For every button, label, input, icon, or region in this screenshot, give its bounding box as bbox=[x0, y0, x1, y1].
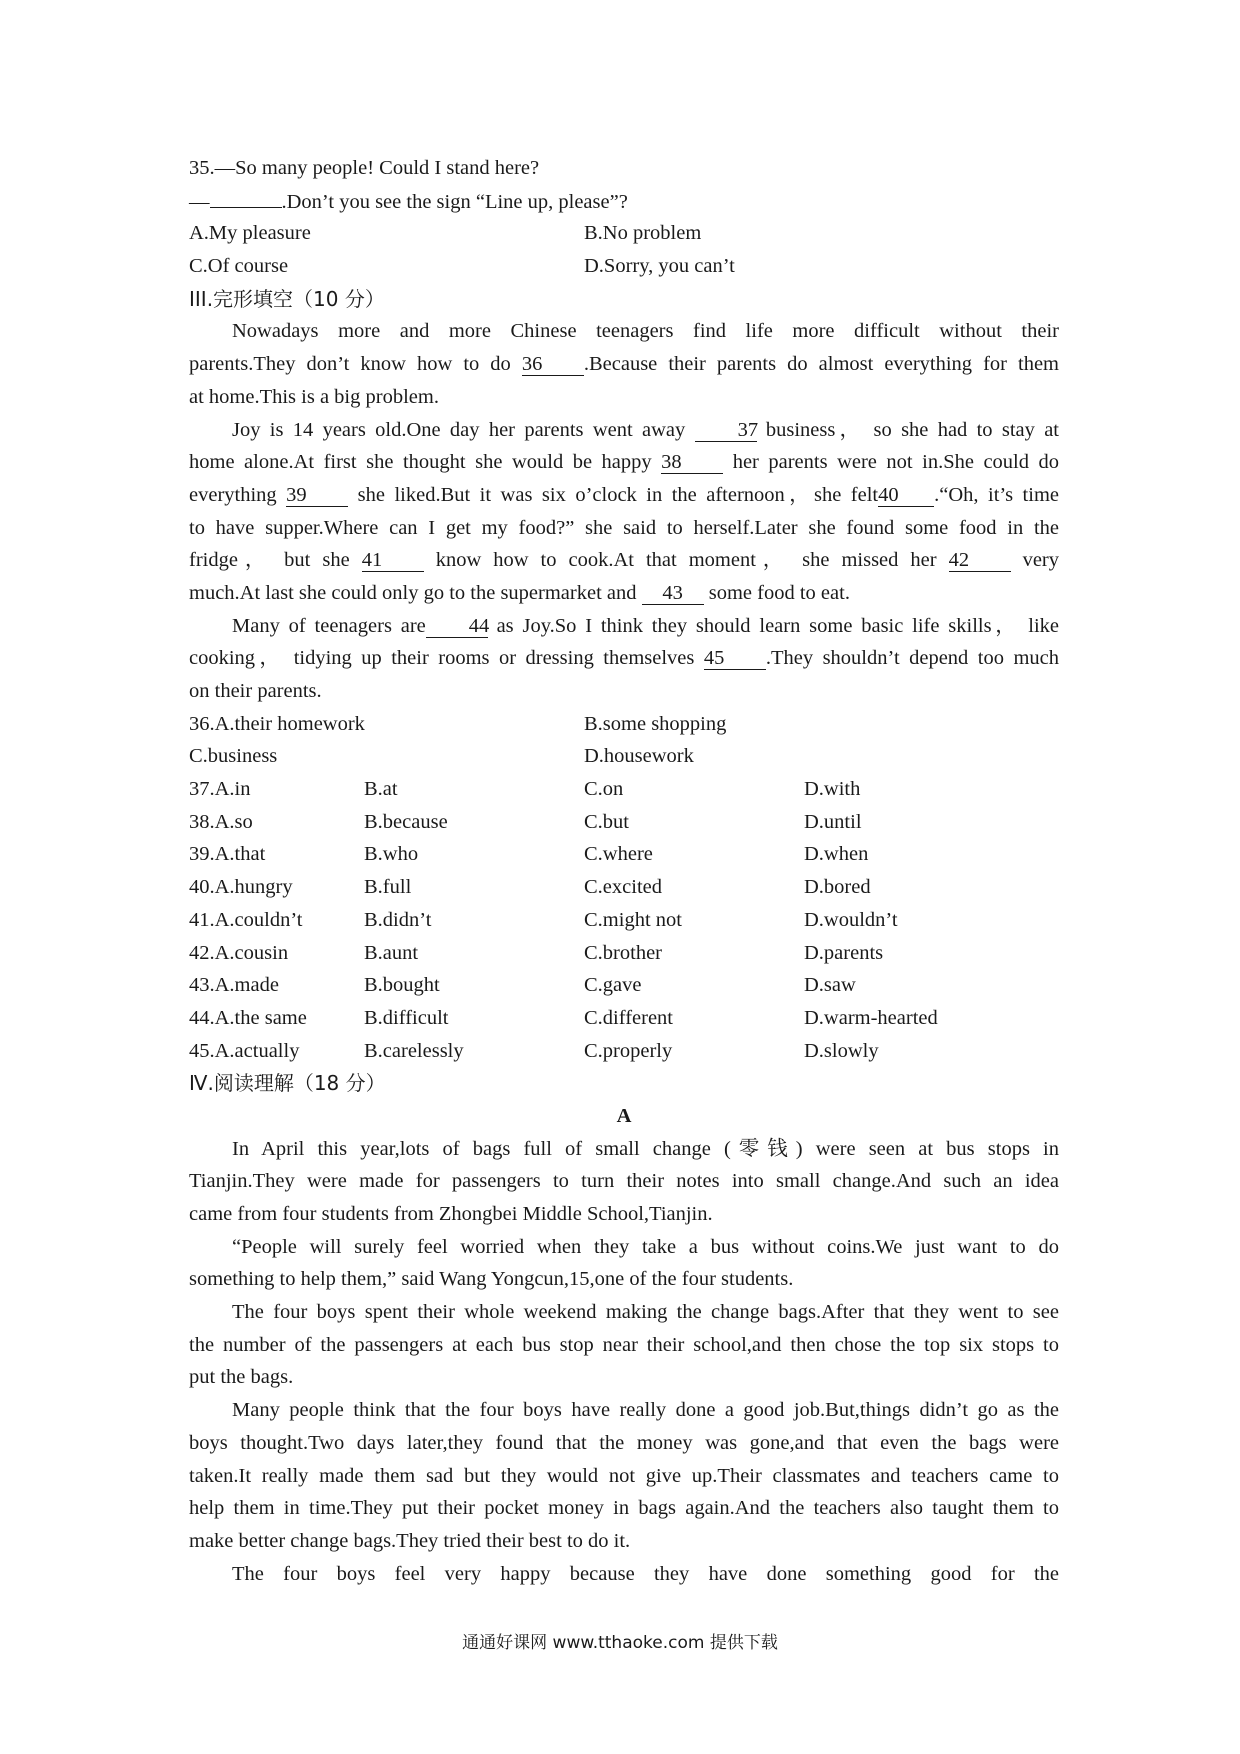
choice-option: B.who bbox=[364, 843, 419, 866]
choice-option: B.because bbox=[364, 810, 448, 833]
choice-option: D.when bbox=[804, 843, 869, 866]
text-span: Many of teenagers are bbox=[232, 614, 426, 637]
passage-line: boys thought.Two days later,they found that the money was gone,and that even the bags were bbox=[189, 1431, 1059, 1454]
choice-option: 37.A.in bbox=[189, 778, 251, 801]
text-span: Joy is 14 years old.One day her parents went away bbox=[232, 418, 686, 441]
passage-line: help them in time.They put their pocket money in bags again.And the teachers also taught them to bbox=[189, 1497, 1059, 1520]
passage-line: In April this year,lots of bags full of small change (零钱) were seen at bus stops in bbox=[232, 1137, 1059, 1160]
text-span: parents.They don’t know how to do bbox=[189, 353, 511, 376]
choice-option: D.saw bbox=[804, 974, 856, 997]
choice-option: C.gave bbox=[584, 974, 642, 997]
choice-option: 39.A.that bbox=[189, 843, 266, 866]
choice-option: 40.A.hungry bbox=[189, 876, 293, 899]
blank-40: 40 bbox=[878, 484, 934, 507]
passage-line: make better change bags.They tried their best to do it. bbox=[189, 1529, 631, 1552]
choice-row bbox=[189, 969, 1059, 1002]
choice-option: C.different bbox=[584, 1006, 673, 1029]
blank-44: 44 bbox=[426, 615, 488, 638]
q35-option-d: D.Sorry, you can’t bbox=[584, 255, 735, 278]
choice-option: C.but bbox=[584, 810, 629, 833]
choice-option: D.warm-hearted bbox=[804, 1006, 938, 1029]
choice-option: B.full bbox=[364, 876, 412, 899]
blank-45: 45 bbox=[704, 647, 766, 670]
choice-option: B.bought bbox=[364, 974, 440, 997]
text-span: know how to cook.At that moment， she missed her bbox=[435, 549, 937, 572]
q36-option-d: D.housework bbox=[584, 745, 694, 768]
blank-36: 36 bbox=[522, 353, 584, 376]
cloze-p3-line-3: on their parents. bbox=[189, 680, 322, 702]
choice-option: 38.A.so bbox=[189, 810, 253, 833]
blank-39: 39 bbox=[286, 484, 348, 507]
blank-38: 38 bbox=[661, 451, 723, 474]
cloze-p3-line-2 bbox=[189, 642, 1059, 675]
q35-dash: — bbox=[189, 190, 210, 213]
blank-42: 42 bbox=[949, 549, 1011, 572]
choice-option: B.difficult bbox=[364, 1006, 449, 1029]
q35-options-row-1 bbox=[189, 217, 1059, 250]
passage-line: The four boys spent their whole weekend making the change bags.After that they went to see bbox=[232, 1301, 1059, 1324]
choice-option: C.on bbox=[584, 778, 624, 801]
q35-stem: 35.—So many people! Could I stand here? bbox=[189, 157, 540, 179]
choice-option: D.bored bbox=[804, 876, 871, 899]
passage-line: put the bags. bbox=[189, 1366, 294, 1389]
text-span: she liked.But it was six o’clock in the afternoon，she felt bbox=[357, 483, 879, 506]
cloze-p2-line-1 bbox=[189, 414, 1059, 447]
blank-41: 41 bbox=[362, 549, 424, 572]
text-span: much.At last she could only go to the supermarket and bbox=[189, 581, 637, 604]
cloze-p2-line-4: to have supper.Where can I get my food?” she said to herself.Later she found some food in the bbox=[189, 516, 1059, 539]
cloze-p3-line-1 bbox=[189, 610, 1059, 643]
text-span: fridge， but she bbox=[189, 549, 350, 572]
cloze-p1-line-3: at home.This is a big problem. bbox=[189, 385, 439, 408]
q35-reply-text: .Don’t you see the sign “Line up, please”? bbox=[281, 190, 628, 213]
text-span: her parents were not in.She could do bbox=[732, 451, 1060, 474]
text-span: everything bbox=[189, 483, 277, 506]
passage-a-label: A bbox=[616, 1104, 632, 1127]
blank-43: 43 bbox=[642, 582, 704, 605]
choice-option: C.properly bbox=[584, 1039, 673, 1062]
passage-line: “People will surely feel worried when they take a bus without coins.We just want to do bbox=[232, 1235, 1059, 1258]
text-span: very bbox=[1022, 549, 1059, 572]
choice-row bbox=[189, 871, 1059, 904]
q36-row-1 bbox=[189, 708, 1059, 741]
choice-row bbox=[189, 838, 1059, 871]
choice-row bbox=[189, 806, 1059, 839]
choice-option: B.didn’t bbox=[364, 908, 432, 931]
choice-option: D.parents bbox=[804, 941, 884, 964]
choice-option: 44.A.the same bbox=[189, 1006, 307, 1029]
choice-option: D.until bbox=[804, 810, 862, 833]
text-span: .They shouldn’t depend too much bbox=[765, 647, 1059, 670]
passage-line: the number of the passengers at each bus stop near their school,and then chose the top six stops to bbox=[189, 1333, 1059, 1356]
q35-reply bbox=[189, 185, 1059, 218]
choice-option: C.brother bbox=[584, 941, 662, 964]
cloze-p2-line-2 bbox=[189, 446, 1059, 479]
text-span: .Because their parents do almost everything for them bbox=[583, 353, 1059, 376]
choice-option: C.might not bbox=[584, 908, 682, 931]
q35-option-c: C.Of course bbox=[189, 255, 289, 278]
choice-option: B.carelessly bbox=[364, 1039, 464, 1062]
cloze-p1-line-2 bbox=[189, 348, 1059, 381]
choice-option: D.with bbox=[804, 778, 861, 801]
passage-line: came from four students from Zhongbei Middle School,Tianjin. bbox=[189, 1203, 713, 1225]
section-4-title: Ⅳ.阅读理解（18 分） bbox=[189, 1071, 386, 1096]
text-span: some food to eat. bbox=[708, 581, 850, 604]
q35-option-b: B.No problem bbox=[584, 222, 702, 245]
choice-row bbox=[189, 773, 1059, 806]
q35-blank bbox=[210, 185, 282, 208]
passage-line: Tianjin.They were made for passengers to turn their notes into small change.And such an idea bbox=[189, 1170, 1059, 1193]
choice-option: C.where bbox=[584, 843, 653, 866]
choice-option: C.excited bbox=[584, 876, 662, 899]
text-span: as Joy.So I think they should learn some basic life skills， like bbox=[496, 614, 1060, 637]
text-span: cooking， tidying up their rooms or dressing themselves bbox=[189, 647, 695, 670]
passage-line: Many people think that the four boys have really done a good job.But,things didn’t go as the bbox=[232, 1399, 1059, 1422]
choice-list bbox=[189, 773, 1059, 1067]
q36-option-a: 36.A.their homework bbox=[189, 712, 365, 735]
text-span: home alone.At first she thought she would be happy bbox=[189, 451, 652, 474]
cloze-p1-line-1: Nowadays more and more Chinese teenagers find life more difficult without their bbox=[232, 320, 1059, 343]
cloze-p2-line-6 bbox=[189, 577, 1059, 610]
choice-option: D.wouldn’t bbox=[804, 908, 898, 931]
choice-option: 42.A.cousin bbox=[189, 941, 289, 964]
choice-option: B.at bbox=[364, 778, 398, 801]
choice-row bbox=[189, 1035, 1059, 1068]
cloze-p2-line-5 bbox=[189, 544, 1059, 577]
cloze-p2-line-3 bbox=[189, 479, 1059, 512]
passage-line: taken.It really made them sad but they would not give up.Their classmates and teachers came to bbox=[189, 1464, 1059, 1487]
choice-option: 45.A.actually bbox=[189, 1039, 300, 1062]
q36-option-c: C.business bbox=[189, 745, 278, 768]
exam-page bbox=[189, 152, 1059, 1590]
text-span: business， so she had to stay at bbox=[765, 418, 1059, 441]
q35-option-a: A.My pleasure bbox=[189, 222, 311, 245]
choice-option: 43.A.made bbox=[189, 974, 279, 997]
choice-row bbox=[189, 937, 1059, 970]
section-3-title: III.完形填空（10 分） bbox=[189, 286, 385, 311]
choice-row bbox=[189, 1002, 1059, 1035]
footer-watermark: 通通好课网 www.tthaoke.com 提供下载 bbox=[462, 1633, 778, 1653]
text-span: .“Oh, it’s time bbox=[934, 483, 1059, 506]
passage-line: something to help them,” said Wang Yongcun,15,one of the four students. bbox=[189, 1268, 794, 1291]
choice-option: B.aunt bbox=[364, 941, 419, 964]
q36-row-2 bbox=[189, 740, 1059, 773]
choice-option: D.slowly bbox=[804, 1039, 879, 1062]
choice-row bbox=[189, 904, 1059, 937]
q35-options-row-2 bbox=[189, 250, 1059, 283]
q36-option-b: B.some shopping bbox=[584, 712, 727, 735]
passage-line: The four boys feel very happy because they have done something good for the bbox=[232, 1562, 1059, 1585]
choice-option: 41.A.couldn’t bbox=[189, 908, 303, 931]
blank-37: 37 bbox=[695, 419, 757, 442]
